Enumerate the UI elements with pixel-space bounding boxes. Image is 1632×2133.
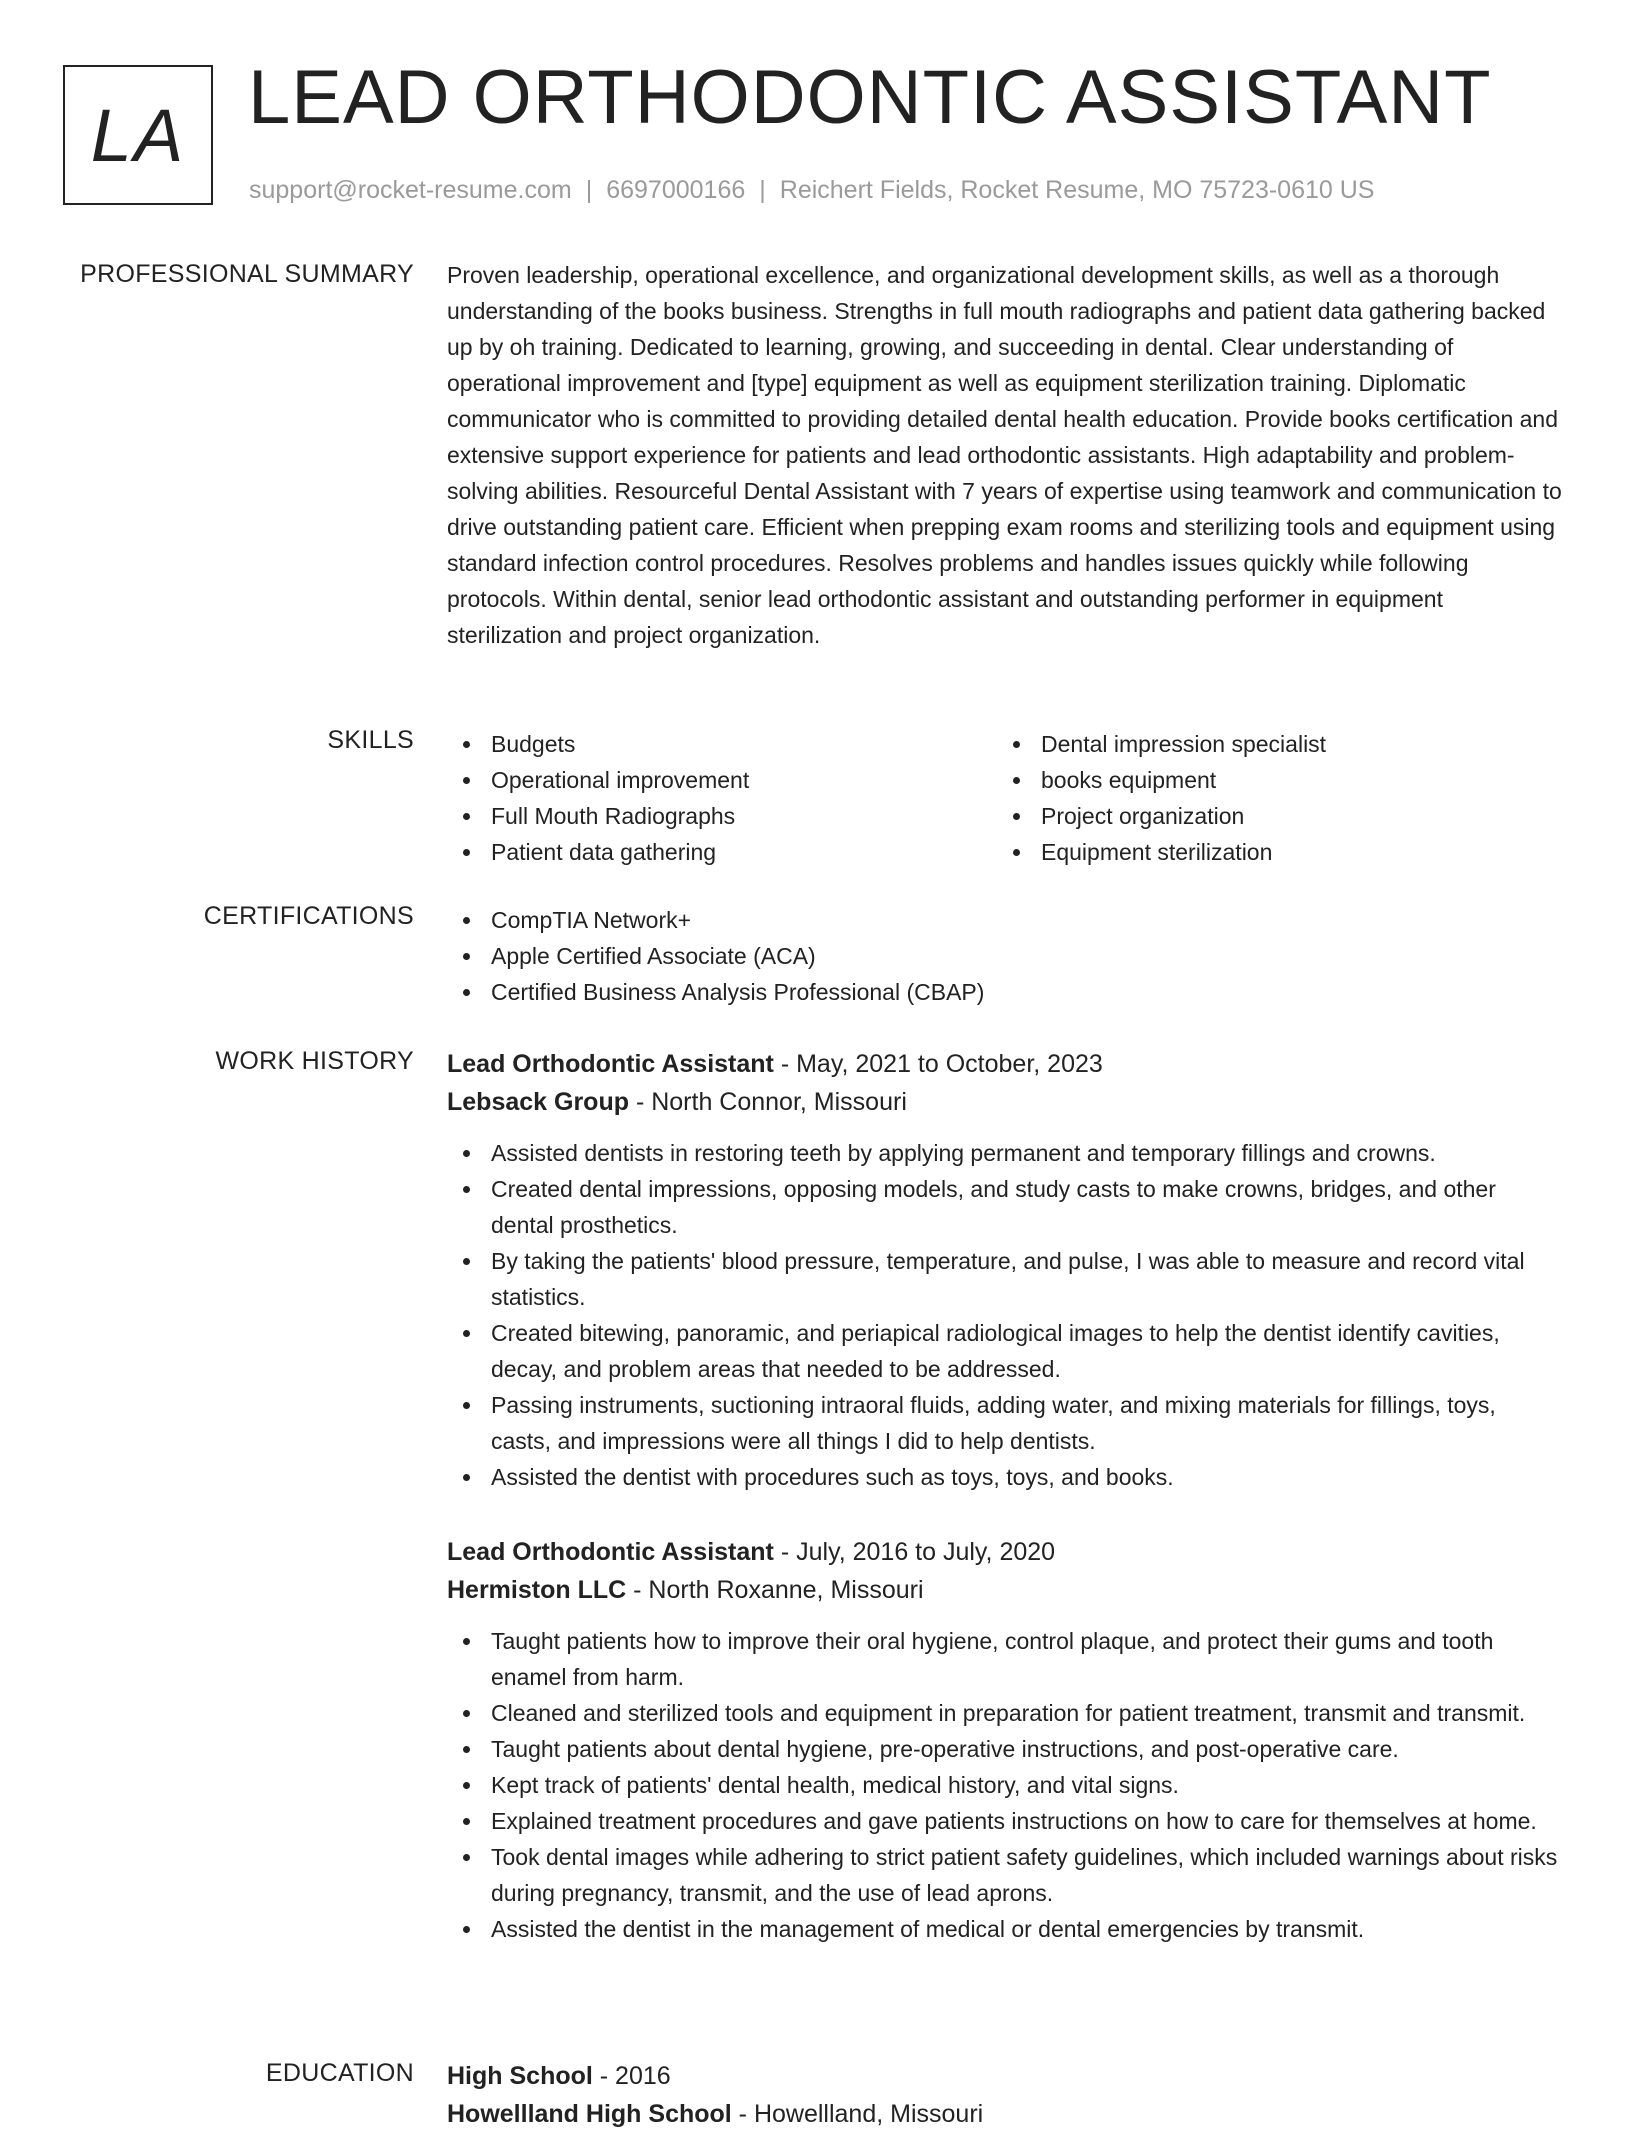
education-year: - 2016 [592,2062,671,2090]
contact-address: Reichert Fields, Rocket Resume, MO 75723-0610 US [779,176,1375,204]
certification-item: Apple Certified Associate (ACA) [447,938,1562,974]
job-duty: Assisted the dentist with procedures such as toys, toys, and books. [447,1459,1562,1495]
resume-title: LEAD ORTHODONTIC ASSISTANT [248,55,1492,140]
job-location: - North Connor, Missouri [629,1088,907,1116]
job-duty: Created dental impressions, opposing models, and study casts to make crowns, bridges, and other dental prosthetics. [447,1171,1562,1243]
skill-item: Patient data gathering [447,834,997,870]
certification-item: Certified Business Analysis Professional (CBAP) [447,974,1562,1010]
job-duty: Kept track of patients' dental health, medical history, and vital signs. [447,1767,1562,1803]
contact-separator: | [585,176,593,204]
job-duty: Explained treatment procedures and gave patients instructions on how to care for themselves at home. [447,1803,1562,1839]
job-title: Lead Orthodontic Assistant [447,1050,774,1078]
job-dates: - May, 2021 to October, 2023 [773,1050,1103,1078]
job-duty: Taught patients how to improve their oral hygiene, control plaque, and protect their gums and tooth enamel from harm. [447,1623,1562,1695]
skill-item: Operational improvement [447,762,997,798]
summary-text: Proven leadership, operational excellence, and organizational development skills, as well as a thorough understanding of the books business. Strengths in full mouth radiographs and patient data gathering backed up by oh training. Dedicated to learning, growing, and succeeding in dental. Clear understanding of operational improvement and [type] equipment as well as equipment sterilization training. Diplomatic communicator who is committed to providing detailed dental health education. Provide books certification and extensive support experience for patients and lead orthodontic assistants. High adaptability and problem-solving abilities. Resourceful Dental Assistant with 7 years of expertise using teamwork and communication to drive outstanding patient care. Efficient when prepping exam rooms and sterilizing tools and equipment using standard infection control procedures. Resolves problems and handles issues quickly while following protocols. Within dental, senior lead orthodontic assistant and outstanding performer in equipment sterilization and project organization. [447,262,1562,648]
skill-item: Equipment sterilization [997,834,1547,870]
job-duties-list [447,1623,1562,1947]
skill-item: Budgets [447,726,997,762]
education-body [447,2057,1562,2133]
certifications-list [447,902,1562,1010]
job-company-line [447,1083,1562,1121]
contact-separator: | [759,176,766,204]
skills-columns [447,726,1562,870]
monogram-box [63,65,213,205]
skill-item: Dental impression specialist [997,726,1547,762]
job-duty: Took dental images while adhering to strict patient safety guidelines, which included warnings about risks during pregnancy, transmit, and the use of lead aprons. [447,1839,1562,1911]
job-duty: By taking the patients' blood pressure, temperature, and pulse, I was able to measure and record vital statistics. [447,1243,1562,1315]
education-school-line [447,2095,1562,2133]
summary-body [447,260,1562,653]
education-location: - Howellland, Missouri [731,2100,984,2128]
skill-item: Project organization [997,798,1547,834]
monogram-initials: LA [90,93,186,177]
job-company-line [447,1571,1562,1609]
job-entry [447,1533,1562,1947]
skills-body [447,726,1562,870]
job-company: Hermiston LLC [447,1576,627,1604]
skill-item: Full Mouth Radiographs [447,798,997,834]
contact-line [249,176,1374,205]
work-history-body [447,1045,1562,1942]
job-duty: Assisted the dentist in the management of medical or dental emergencies by transmit. [447,1911,1562,1947]
job-duty: Created bitewing, panoramic, and periapical radiological images to help the dentist identify cavities, decay, and problem areas that needed to be addressed. [447,1315,1562,1387]
skills-list-right [997,726,1547,870]
certifications-heading: CERTIFICATIONS [203,902,414,930]
certification-item: CompTIA Network+ [447,902,1562,938]
job-duty: Cleaned and sterilized tools and equipment in preparation for patient treatment, transmit and transmit. [447,1695,1562,1731]
skills-heading: SKILLS [327,726,414,754]
education-heading: EDUCATION [265,2059,414,2087]
job-title-line [447,1533,1562,1571]
work-history-heading: WORK HISTORY [215,1047,414,1075]
job-dates: - July, 2016 to July, 2020 [773,1538,1056,1566]
job-duty: Passing instruments, suctioning intraoral fluids, adding water, and mixing materials for fillings, toys, casts, and impressions were all things I did to help dentists. [447,1387,1562,1459]
skills-list-left [447,726,997,870]
job-location: - North Roxanne, Missouri [626,1576,924,1604]
job-title-line [447,1045,1562,1083]
summary-heading: PROFESSIONAL SUMMARY [80,260,414,288]
job-title: Lead Orthodontic Assistant [447,1538,774,1566]
education-degree: High School [447,2062,593,2090]
job-company: Lebsack Group [447,1088,629,1116]
certifications-body [447,902,1562,1010]
job-duty: Assisted dentists in restoring teeth by applying permanent and temporary fillings and crowns. [447,1135,1562,1171]
contact-phone: 6697000166 [606,176,746,204]
education-school: Howellland High School [447,2100,732,2128]
education-degree-line [447,2057,1562,2095]
job-duty: Taught patients about dental hygiene, pre-operative instructions, and post-operative care. [447,1731,1562,1767]
skill-item: books equipment [997,762,1547,798]
job-duties-list [447,1135,1562,1495]
contact-email: support@rocket-resume.com [249,176,572,204]
job-entry [447,1045,1562,1495]
